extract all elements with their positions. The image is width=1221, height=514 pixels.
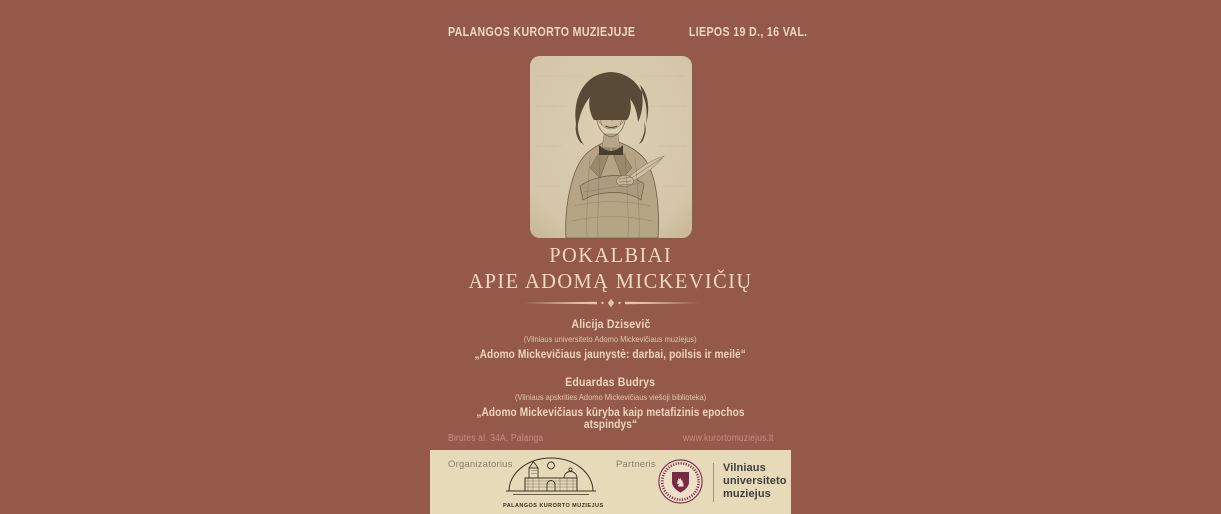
datetime-text: LIEPOS 19 D., 16 VAL. bbox=[689, 25, 808, 39]
speaker-1-talk-title: „Adomo Mickevičiaus jaunystė: darbai, poilsis ir meilė“ bbox=[474, 349, 747, 361]
partners-bar bbox=[430, 450, 791, 514]
partner-name-line-2: universiteto bbox=[723, 475, 787, 487]
partner-label: Partneris bbox=[616, 459, 656, 470]
palanga-museum-logo bbox=[503, 455, 604, 509]
speaker-2-affiliation: (Vilniaus apskrities Adomo Mickevičiaus viešoji biblioteka) bbox=[514, 392, 707, 402]
speaker-2-name: Eduardas Budrys bbox=[565, 375, 656, 389]
title-line-2: APIE ADOMĄ MICKEVIČIŲ bbox=[468, 269, 753, 293]
vilnius-university-seal-icon bbox=[658, 459, 703, 504]
organizer-label: Organizatorius bbox=[448, 459, 513, 470]
mickevicius-portrait-icon bbox=[530, 56, 692, 238]
poster-header bbox=[448, 25, 808, 39]
speaker-block-1 bbox=[430, 317, 791, 361]
venue-text: PALANGOS KURORTO MUZIEJUJE bbox=[448, 25, 636, 39]
contact-row bbox=[448, 433, 774, 444]
ornamental-divider-icon bbox=[511, 297, 711, 309]
address-text: Birutės al. 34A, Palanga bbox=[448, 433, 544, 444]
poster-title bbox=[430, 242, 791, 294]
partner-name-line-3: muziejus bbox=[723, 488, 771, 500]
poster-content-column bbox=[430, 0, 808, 514]
svg-text:♞: ♞ bbox=[675, 475, 686, 490]
speaker-1-affiliation: (Vilniaus universiteto Adomo Mickevičiaus muziejus) bbox=[524, 334, 697, 344]
portrait-frame bbox=[530, 56, 692, 238]
palanga-museum-logo-caption: PALANGOS KURORTO MUZIEJUS bbox=[503, 503, 604, 509]
palanga-museum-emblem-icon bbox=[503, 455, 599, 497]
speaker-block-2 bbox=[430, 375, 791, 431]
partner-name-line-1: Vilniaus bbox=[723, 462, 766, 474]
speaker-2-talk-title: „Adomo Mickevičiaus kūryba kaip metafizinis epochos atspindys“ bbox=[476, 407, 745, 431]
speaker-1-name: Alicija Dzisevič bbox=[570, 317, 651, 331]
website-text: www.kurortomuziejus.lt bbox=[683, 433, 774, 444]
partner-name bbox=[723, 462, 787, 501]
title-line-1: POKALBIAI bbox=[549, 243, 672, 267]
logo-separator bbox=[713, 463, 714, 502]
